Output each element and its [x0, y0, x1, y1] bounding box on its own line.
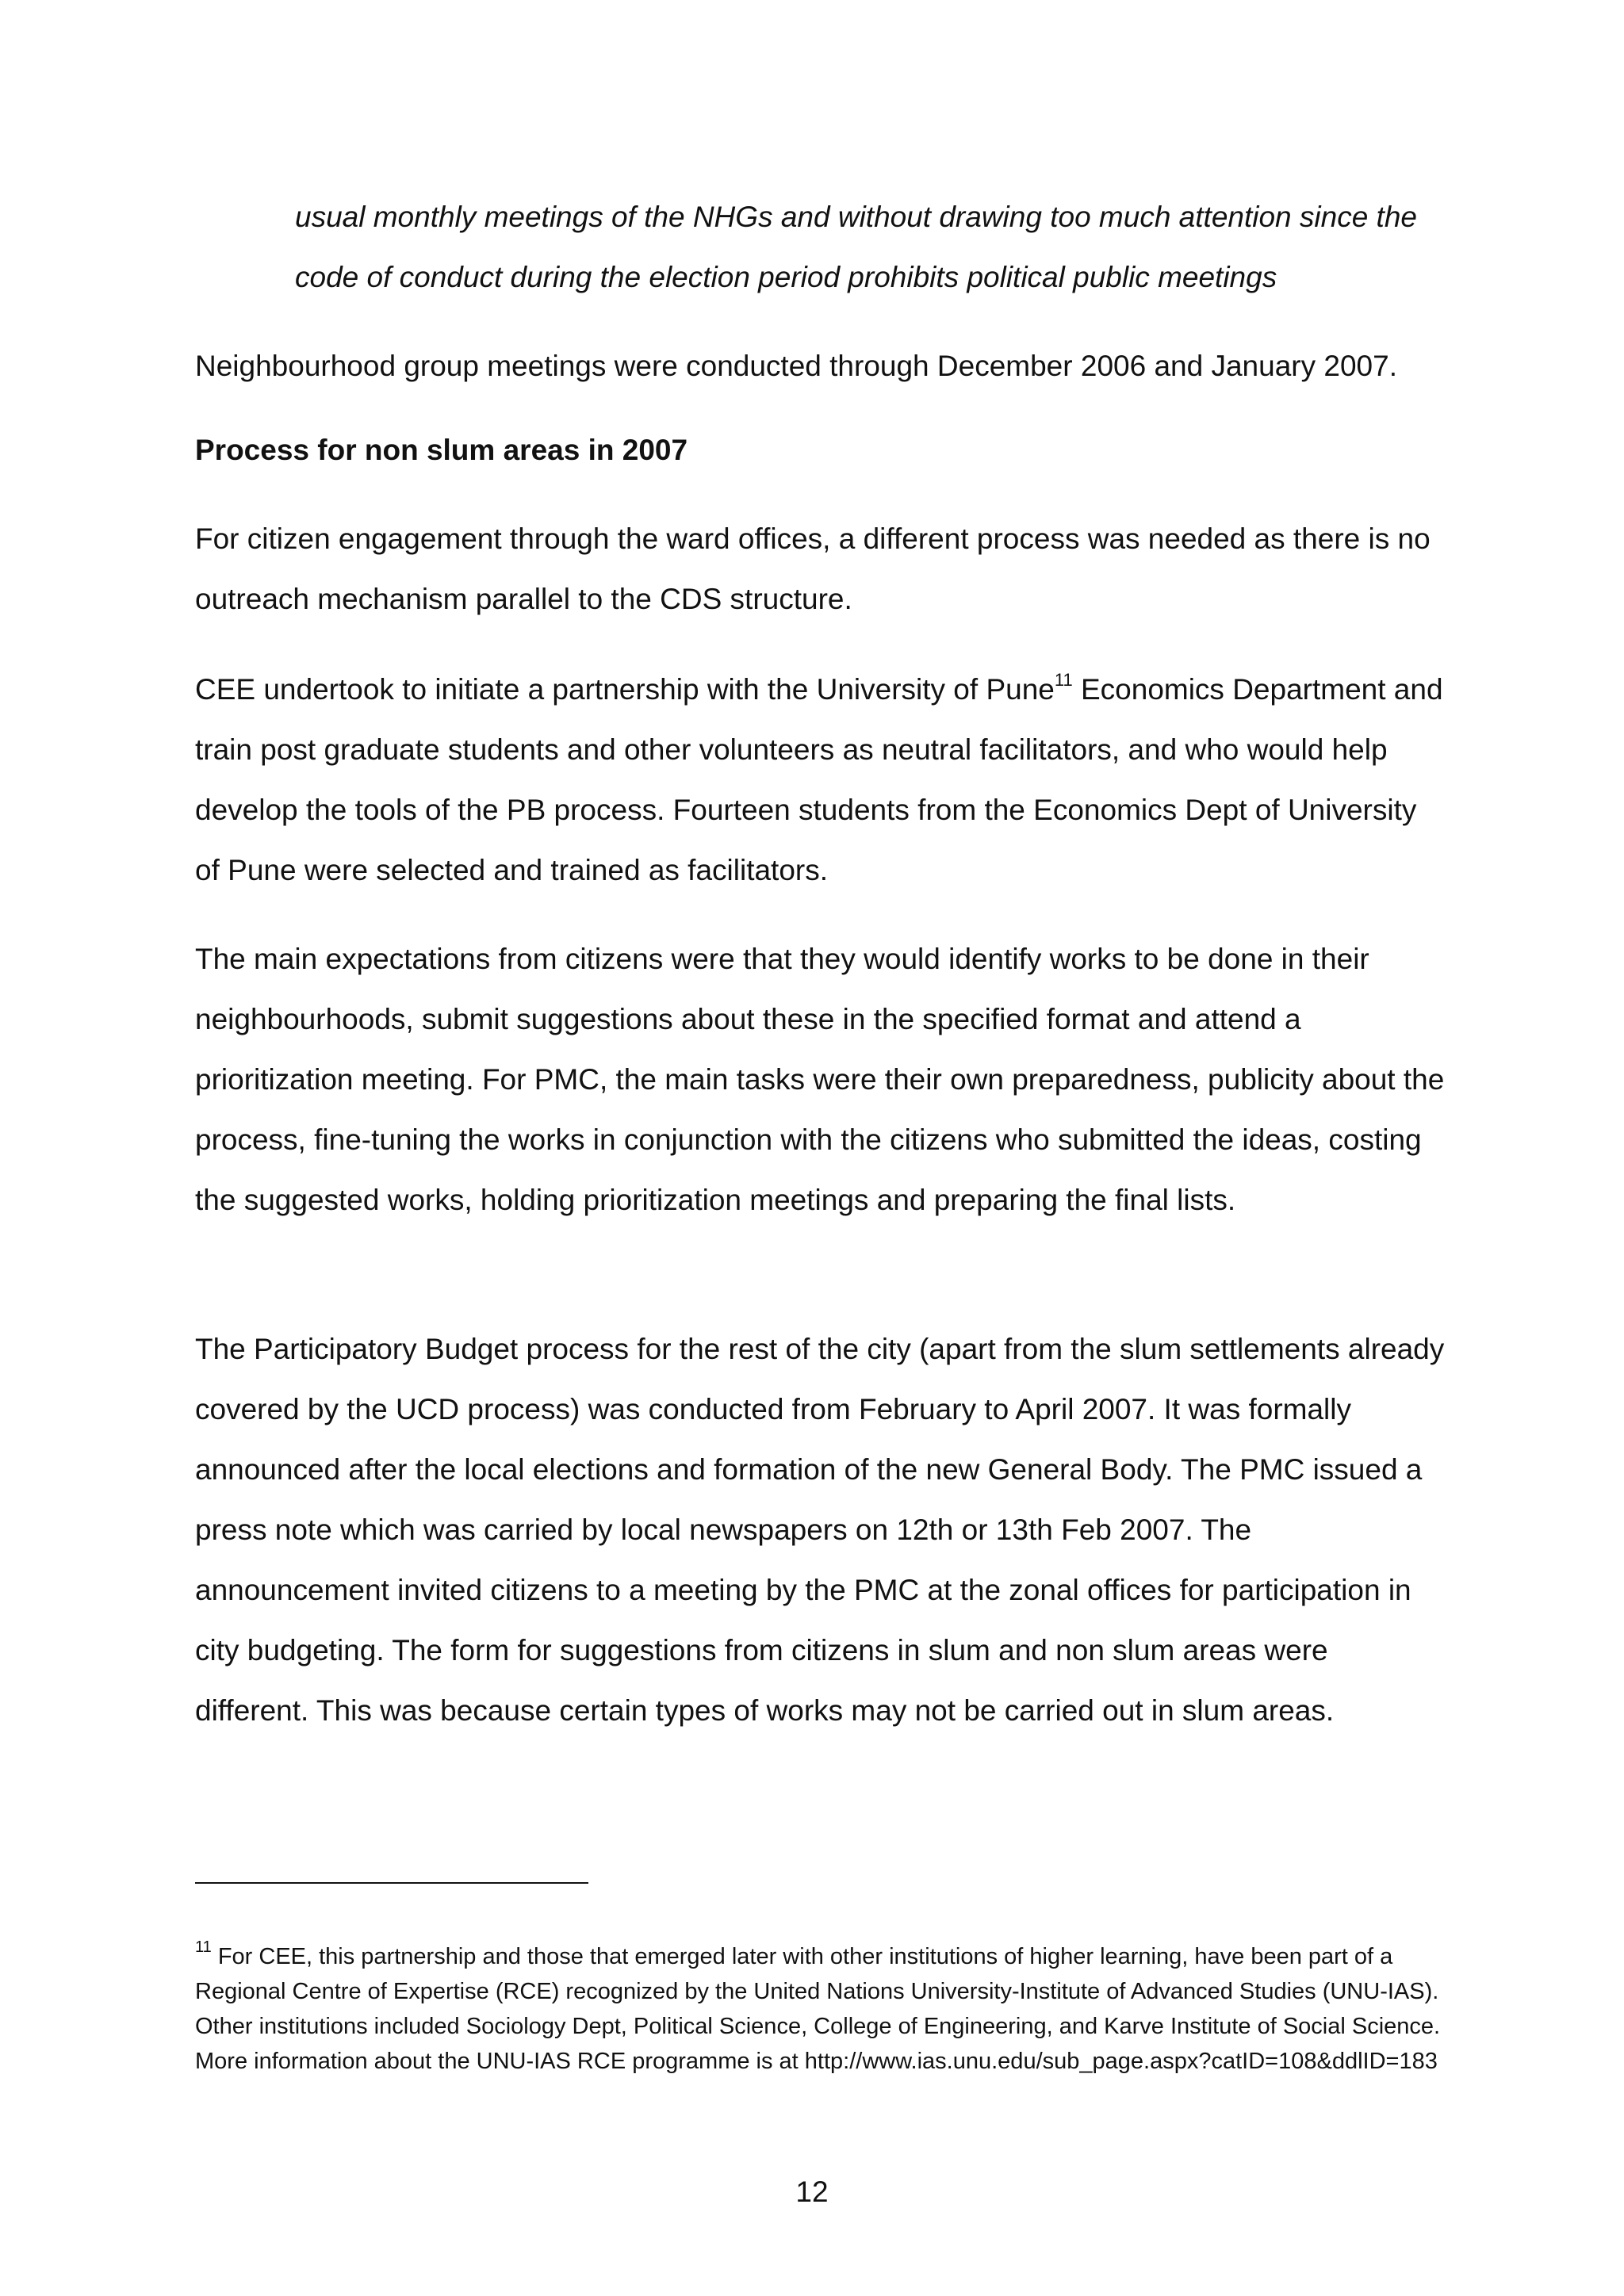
- section-heading: Process for non slum areas in 2007: [195, 434, 688, 466]
- paragraph-main-expectations: The main expectations from citizens were that they would identify works to be done in their neighbourhoods, submit suggestions about these in the specified format and attend a prioritization meeting. For PMC, the main tasks were their own preparedness, publicity about the process, fine-tuning the works in conjunction with the citizens who submitted the ideas, costing the suggested works, holding prioritization meetings and preparing the final lists.: [195, 943, 1445, 1216]
- footnote-separator: [195, 1882, 588, 1884]
- footnote-reference[interactable]: 11: [1054, 669, 1073, 690]
- paragraph-meetings-dates: Neighbourhood group meetings were conducted through December 2006 and January 2007.: [195, 350, 1397, 382]
- paragraph-citizen-engagement: For citizen engagement through the ward offices, a different process was needed as there is no outreach mechanism parallel to the CDS structure.: [195, 522, 1431, 615]
- page-number: 12: [795, 2175, 829, 2208]
- paragraph-text-before-ref: CEE undertook to initiate a partnership with the University of Pune: [195, 673, 1055, 706]
- block-quote: usual monthly meetings of the NHGs and without drawing too much attention since the code of conduct during the election period prohibits political public meetings: [295, 201, 1417, 293]
- paragraph-university-partnership: [195, 660, 1448, 901]
- paragraph-pb-process: The Participatory Budget process for the rest of the city (apart from the slum settlements already covered by the UCD process) was conducted from February to April 2007. It was formally announced after the local elections and formation of the new General Body. The PMC issued a press note which was carried by local newspapers on 12th or 13th Feb 2007. The announcement invited citizens to a meeting by the PMC at the zonal offices for participation in city budgeting. The form for suggestions from citizens in slum and non slum areas were different. This was because certain types of works may not be carried out in slum areas.: [195, 1333, 1445, 1727]
- paragraph-text-after-ref: Economics Department and train post graduate students and other volunteers as neutral facilitators, and who would help develop the tools of the PB process. Fourteen students from the Economics Dept of University of Pune were selected and trained as facilitators.: [195, 673, 1443, 886]
- footnote-number: 11: [195, 1938, 212, 1957]
- footnote-text: For CEE, this partnership and those that emerged later with other institutions of higher learning, have been part of a Regional Centre of Expertise (RCE) recognized by the United Nations University-Institute of Advanced Studies (UNU-IAS). Other institutions included Sociology Dept, Political Science, College of Engineering, and Karve Institute of Social Science. More information about the UNU-IAS RCE programme is at http://www.ias.unu.edu/sub_page.aspx?catID=108&ddlID=183: [195, 1944, 1441, 2074]
- footnote: [195, 1939, 1448, 2079]
